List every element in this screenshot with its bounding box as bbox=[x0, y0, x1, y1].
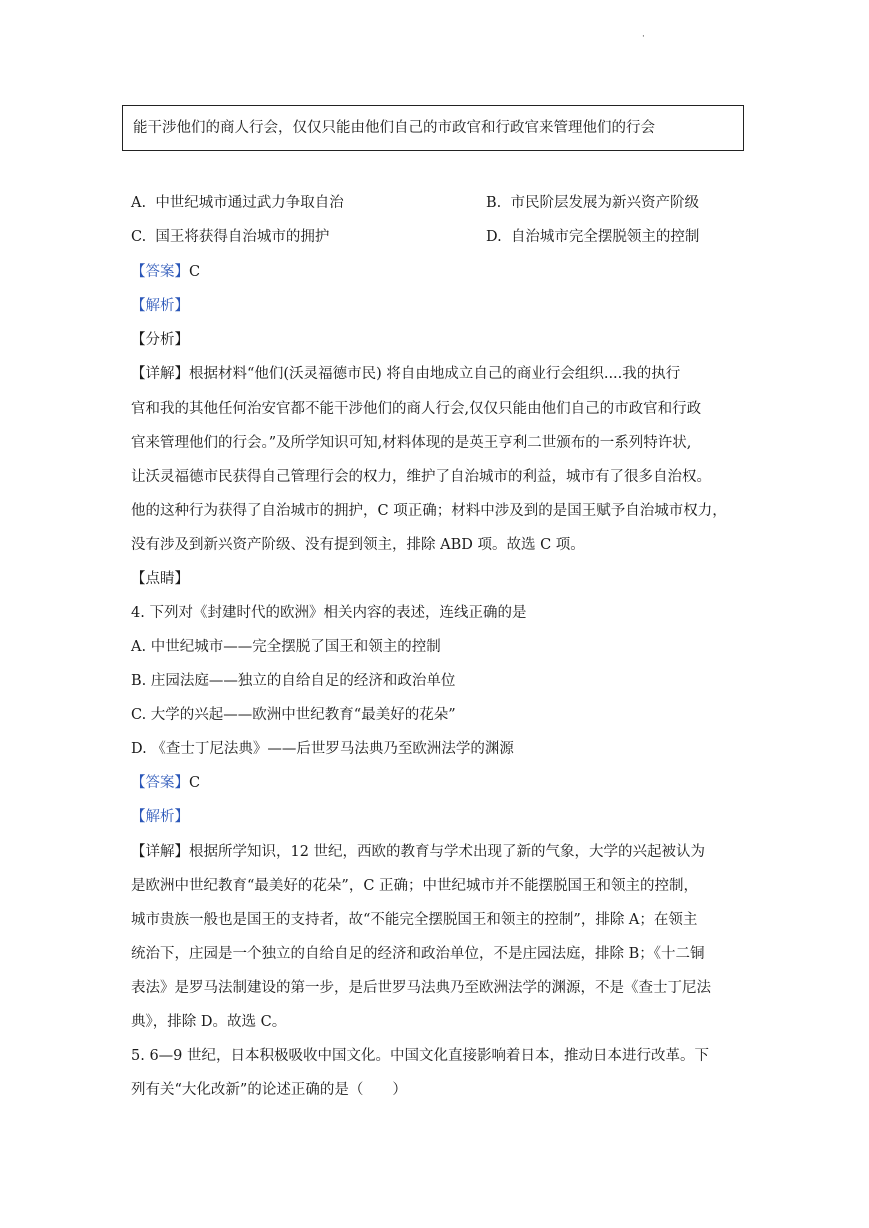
q4-detail-line: 统治下，庄园是一个独立的自给自足的经济和政治单位，不是庄园法庭，排除 B；《十二铜 bbox=[131, 946, 705, 962]
q4-option-d: D. 《查士丁尼法典》——后世罗马法典乃至欧洲法学的渊源 bbox=[131, 741, 514, 757]
q4-option-a: A. 中世纪城市——完全摆脱了国王和领主的控制 bbox=[131, 639, 441, 655]
q4-detail-line bbox=[131, 842, 705, 862]
q4-detail-line: 是欧洲中世纪教育“最美好的花朵”，C 正确；中世纪城市并不能摆脱国王和领主的控制， bbox=[131, 878, 699, 894]
q5-stem-line: 5. 6—9 世纪，日本积极吸收中国文化。中国文化直接影响着日本，推动日本进行改革。下 bbox=[131, 1048, 710, 1064]
q4-detail-line: 表法》是罗马法制建设的第一步，是后世罗马法典乃至欧洲法学的渊源，不是《查士丁尼法 bbox=[131, 980, 711, 996]
q4-analysis-tag: 【解析】 bbox=[131, 809, 189, 825]
answer-value: C bbox=[189, 264, 201, 280]
q3-option-a bbox=[131, 193, 344, 213]
header-mark: · bbox=[642, 32, 645, 42]
q4-stem: 4. 下列对《封建时代的欧洲》相关内容的表述，连线正确的是 bbox=[131, 605, 527, 621]
answer-tag: 【答案】 bbox=[131, 264, 189, 280]
option-text: 自治城市完全摆脱领主的控制 bbox=[510, 229, 700, 245]
q4-option-c: C. 大学的兴起——欧洲中世纪教育“最美好的花朵” bbox=[131, 707, 456, 723]
q3-detail-line: 官来管理他们的行会。”及所学知识可知,材料体现的是英王亨利二世颁布的一系列特许状, bbox=[131, 435, 692, 451]
option-letter: B. bbox=[486, 195, 502, 211]
detail-text: 根据所学知识，12 世纪，西欧的教育与学术出现了新的气象，大学的兴起被认为 bbox=[189, 844, 706, 860]
detail-tag: 【详解】 bbox=[131, 844, 189, 860]
q4-option-b: B. 庄园法庭——独立的自给自足的经济和政治单位 bbox=[131, 673, 456, 689]
option-text: 中世纪城市通过武力争取自治 bbox=[155, 195, 344, 211]
q3-option-c bbox=[131, 227, 329, 247]
q3-answer bbox=[131, 262, 200, 282]
q3-detail-line: 他的这种行为获得了自治城市的拥护，C 项正确；材料中涉及到的是国王赋予自治城市权力， bbox=[131, 503, 727, 519]
q3-option-b bbox=[486, 193, 699, 213]
option-text: 国王将获得自治城市的拥护 bbox=[155, 229, 330, 245]
detail-text: 根据材料“他们(沃灵福德市民) 将自由地成立自己的商业行会组织....我的执行 bbox=[189, 366, 681, 382]
q5-stem-line: 列有关“大化改新”的论述正确的是（ ） bbox=[131, 1082, 407, 1098]
q4-detail-line: 城市贵族一般也是国王的支持者，故“不能完全摆脱国王和领主的控制”，排除 A；在领主 bbox=[131, 912, 698, 928]
q3-analysis-tag: 【解析】 bbox=[131, 298, 189, 314]
q3-dianjing-tag: 【点睛】 bbox=[131, 571, 189, 587]
q4-detail-line: 典》，排除 D。故选 C。 bbox=[131, 1014, 287, 1030]
option-letter: A. bbox=[131, 195, 147, 211]
option-letter: C. bbox=[131, 229, 147, 245]
q4-answer bbox=[131, 773, 200, 793]
detail-tag: 【详解】 bbox=[131, 366, 189, 382]
option-text: 市民阶层发展为新兴资产阶级 bbox=[510, 195, 699, 211]
answer-value: C bbox=[189, 775, 201, 791]
quote-box-text: 能干涉他们的商人行会，仅仅只能由他们自己的市政官和行政官来管理他们的行会 bbox=[133, 120, 655, 136]
quote-box bbox=[122, 105, 744, 151]
answer-tag: 【答案】 bbox=[131, 775, 189, 791]
q3-option-d bbox=[486, 227, 699, 247]
q3-detail-line: 让沃灵福德市民获得自己管理行会的权力，维护了自治城市的利益，城市有了很多自治权。 bbox=[131, 469, 711, 485]
q3-detail-line: 没有涉及到新兴资产阶级、没有提到领主，排除 ABD 项。故选 C 项。 bbox=[131, 537, 585, 553]
q3-fenxi-tag: 【分析】 bbox=[131, 332, 189, 348]
q3-detail-line: 官和我的其他任何治安官都不能干涉他们的商人行会,仅仅只能由他们自己的市政官和行政 bbox=[131, 401, 702, 417]
q3-detail-line bbox=[131, 364, 680, 384]
option-letter: D. bbox=[486, 229, 502, 245]
